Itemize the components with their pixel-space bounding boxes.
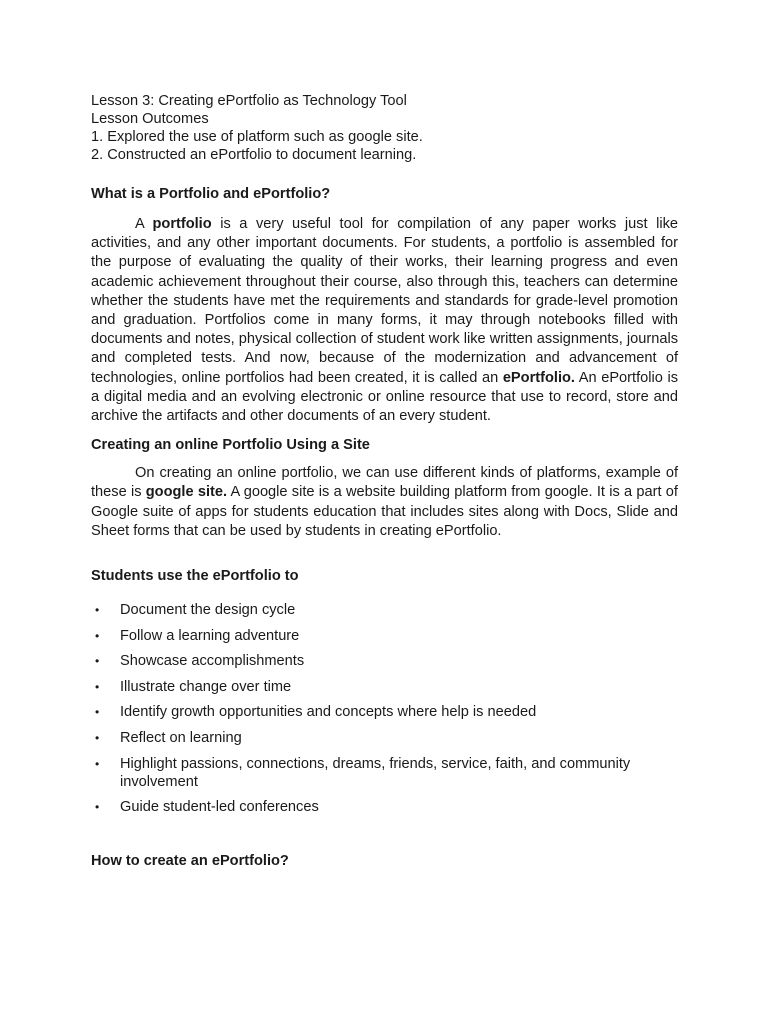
portfolio-paragraph: A portfolio is a very useful tool for compilation of any paper works just like activities, and any other important documents. For students, a portfolio is assembled for the purpose of evaluating the quality of their works, their learning progress and even academic achievement throughout their course, also through this, teachers can determine whether the students have met the requirements and standards for grade-level promotion and graduation. Portfolios come in many forms, it may through notebooks filled with documents and notes, physical collection of student work like written assignments, journals and completed tests. And now, because of the modernization and advancement of technologies, online portfolios had been created, it is called an ePortfolio. An ePortfolio is a digital media and an evolving electronic or online resource that use to record, store and archive the artifacts and other documents of an every student. <box>91 216 679 425</box>
list-item: • Reflect on learning <box>91 729 678 747</box>
section-heading-students-use: Students use the ePortfolio to <box>91 568 299 585</box>
list-item: • Highlight passions, connections, dreams, friends, service, faith, and community involvement <box>91 755 678 791</box>
list-item: • Document the design cycle <box>91 601 678 619</box>
list-item: • Illustrate change over time <box>91 678 678 696</box>
google-site-term: google site. <box>145 484 228 501</box>
list-item: • Guide student-led conferences <box>91 798 678 816</box>
lesson-title: Lesson 3: Creating ePortfolio as Technology Tool <box>91 93 407 109</box>
eportfolio-term: ePortfolio. <box>502 369 575 386</box>
students-use-list <box>91 601 678 816</box>
document-page <box>91 92 678 870</box>
lesson-outcome-2: 2. Constructed an ePortfolio to document learning. <box>91 147 417 163</box>
list-item: • Follow a learning adventure <box>91 627 678 645</box>
section-heading-online-portfolio: Creating an online Portfolio Using a Site <box>91 437 370 454</box>
portfolio-term: portfolio <box>152 216 212 232</box>
list-item: • Showcase accomplishments <box>91 652 678 670</box>
lesson-outcomes-label: Lesson Outcomes <box>91 111 209 127</box>
online-portfolio-paragraph: On creating an online portfolio, we can use different kinds of platforms, example of these is google site. A google site is a website building platform from google. It is a part of Google suite of apps for students education that includes sites along with Docs, Slide and Sheet forms that can be used by students in creating ePortfolio. <box>91 465 678 539</box>
lesson-outcome-1: 1. Explored the use of platform such as google site. <box>91 129 423 145</box>
section-heading-how-to-create: How to create an ePortfolio? <box>91 853 289 870</box>
list-item: • Identify growth opportunities and concepts where help is needed <box>91 703 678 721</box>
section-heading-portfolio: What is a Portfolio and ePortfolio? <box>91 186 331 202</box>
